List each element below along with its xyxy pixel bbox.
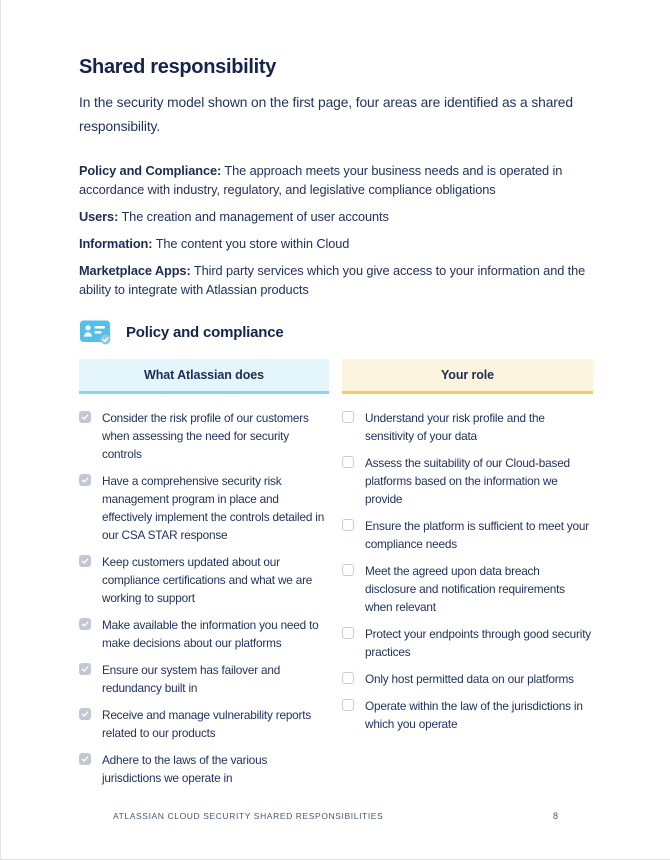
footer-page-number: 8 — [552, 811, 558, 821]
checklist-item — [342, 454, 593, 508]
checklist-item-text: Understand your risk profile and the sensitivity of your data — [365, 411, 545, 443]
checklist-item — [342, 697, 593, 733]
checklist-item — [342, 625, 593, 661]
checklist-item-text: Meet the agreed upon data breach disclosure and notification requirements when relevant — [365, 564, 565, 614]
definition-text: The creation and management of user accounts — [121, 209, 389, 224]
checkbox-checked-icon — [79, 474, 91, 486]
section-title: Policy and compliance — [126, 323, 284, 341]
checklist-item — [79, 553, 329, 607]
definition-text: Third party services which you give access to your information and the ability to integrate with Atlassian products — [79, 263, 586, 297]
checklist-item-text: Only host permitted data on our platforms — [365, 672, 574, 686]
checklist-item-text: Operate within the law of the jurisdictions in which you operate — [365, 699, 583, 731]
checklist-item-text: Protect your endpoints through good security practices — [365, 627, 591, 659]
checklist-item-text: Adhere to the laws of the various jurisdictions we operate in — [102, 753, 268, 785]
checklist-item — [342, 562, 593, 616]
checkbox-checked-icon — [79, 663, 91, 675]
definition-item — [79, 207, 593, 226]
checklist-item — [79, 409, 329, 463]
checklist-item-text: Make available the information you need to make decisions about our platforms — [102, 618, 319, 650]
definition-item — [79, 234, 593, 253]
definition-text: The approach meets your business needs and is operated in accordance with industry, regulatory, and legislative compliance obligations — [79, 163, 563, 197]
checklist-item-text: Keep customers updated about our compliance certifications and what we are working to support — [102, 555, 313, 605]
checklist-item-text: Ensure our system has failover and redundancy built in — [102, 663, 281, 695]
checkbox-unchecked-icon — [342, 411, 354, 423]
page-content — [79, 0, 593, 796]
page-title: Shared responsibility — [79, 56, 277, 78]
checklist-item — [79, 706, 329, 742]
checklist-item-text: Have a comprehensive security risk management program in place and effectively implement the controls detailed in our CSA STAR response — [102, 474, 325, 542]
checklist-item-text: Ensure the platform is sufficient to meet your compliance needs — [365, 519, 590, 551]
column-your-role — [342, 359, 593, 796]
checkbox-checked-icon — [79, 618, 91, 630]
checklist-item — [79, 616, 329, 652]
definition-label: Marketplace Apps: — [79, 263, 191, 278]
checklist-item-text: Assess the suitability of our Cloud-based platforms based on the information we provide — [365, 456, 570, 506]
checkbox-checked-icon — [79, 708, 91, 720]
column-atlassian — [79, 359, 329, 796]
definition-label: Information: — [79, 236, 153, 251]
intro-text: In the security model shown on the first page, four areas are identified as a shared responsibility. — [79, 95, 573, 134]
checkbox-unchecked-icon — [342, 672, 354, 684]
footer-document-title: ATLASSIAN CLOUD SECURITY SHARED RESPONSIBILITIES — [113, 811, 384, 821]
checklist-item — [342, 670, 593, 688]
definition-label: Policy and Compliance: — [79, 163, 222, 178]
checklist-item — [79, 472, 329, 544]
checkbox-unchecked-icon — [342, 564, 354, 576]
checkbox-unchecked-icon — [342, 456, 354, 468]
checkbox-checked-icon — [79, 411, 91, 423]
column-header-your-role: Your role — [342, 359, 593, 394]
column-header-atlassian: What Atlassian does — [79, 359, 329, 394]
checkbox-unchecked-icon — [342, 627, 354, 639]
definition-item — [79, 161, 593, 199]
id-card-check-icon — [79, 318, 113, 346]
checklist-item — [79, 751, 329, 787]
checklist-item — [342, 409, 593, 445]
page-footer — [113, 811, 558, 821]
checklist-item-text: Consider the risk profile of our customers when assessing the need for security controls — [102, 411, 309, 461]
your-role-checklist — [342, 409, 593, 733]
section-header — [79, 318, 593, 346]
checkbox-checked-icon — [79, 555, 91, 567]
checkbox-unchecked-icon — [342, 699, 354, 711]
definition-label: Users: — [79, 209, 119, 224]
definitions-block — [79, 161, 593, 299]
checklist-item — [342, 517, 593, 553]
checklist-item — [79, 661, 329, 697]
definition-item — [79, 261, 593, 299]
definition-text: The content you store within Cloud — [155, 236, 350, 251]
atlassian-checklist — [79, 409, 329, 787]
responsibility-table — [79, 359, 593, 796]
checklist-item-text: Receive and manage vulnerability reports related to our products — [102, 708, 312, 740]
checkbox-unchecked-icon — [342, 519, 354, 531]
checkbox-checked-icon — [79, 753, 91, 765]
